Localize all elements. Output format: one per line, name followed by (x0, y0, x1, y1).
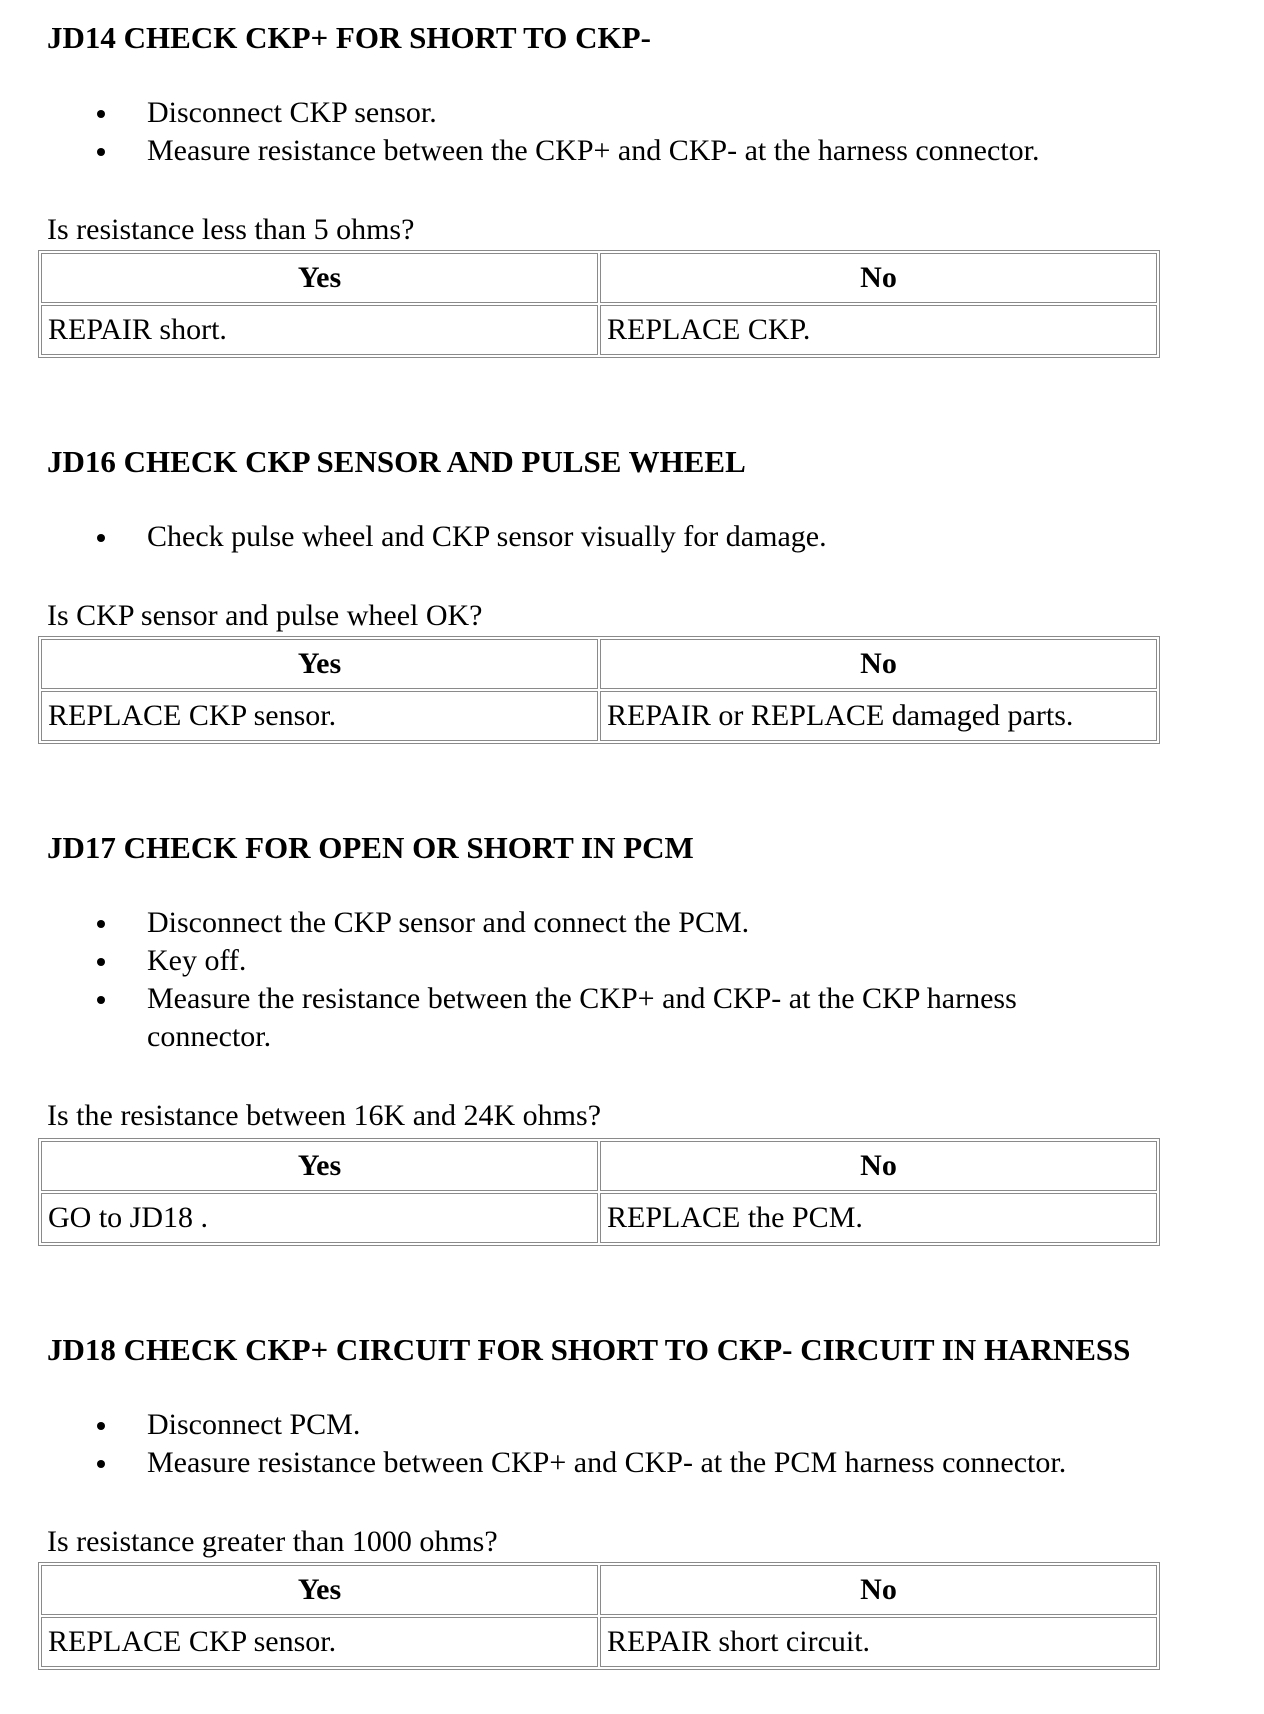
yes-action: GO to JD18 . (41, 1193, 598, 1243)
section-heading: JD14 CHECK CKP+ FOR SHORT TO CKP- (47, 20, 651, 55)
question-text: Is CKP sensor and pulse wheel OK? (47, 599, 483, 632)
yes-no-table (38, 250, 1160, 358)
section-heading: JD17 CHECK FOR OPEN OR SHORT IN PCM (47, 830, 694, 865)
yes-no-table (38, 1562, 1160, 1670)
section-heading: JD18 CHECK CKP+ CIRCUIT FOR SHORT TO CKP- CIRCUIT IN HARNESS (47, 1332, 1131, 1367)
yes-no-table (38, 636, 1160, 744)
bullet-list (0, 1406, 1147, 1482)
bullet-item: Measure the resistance between the CKP+ and CKP- at the CKP harness connector. (0, 980, 1147, 1056)
question-text: Is resistance greater than 1000 ohms? (47, 1525, 498, 1558)
no-action: REPAIR or REPLACE damaged parts. (600, 691, 1157, 741)
no-header: No (600, 1141, 1157, 1191)
bullet-item: Measure resistance between the CKP+ and CKP- at the harness connector. (0, 132, 1147, 170)
no-action: REPLACE the PCM. (600, 1193, 1157, 1243)
no-action: REPAIR short circuit. (600, 1617, 1157, 1667)
no-header: No (600, 1565, 1157, 1615)
bullet-item: Key off. (0, 942, 1147, 980)
yes-action: REPLACE CKP sensor. (41, 691, 598, 741)
bullet-item: Check pulse wheel and CKP sensor visually for damage. (0, 518, 1147, 556)
bullet-item: Disconnect CKP sensor. (0, 94, 1147, 132)
yes-action: REPLACE CKP sensor. (41, 1617, 598, 1667)
yes-header: Yes (41, 253, 598, 303)
no-header: No (600, 253, 1157, 303)
yes-action: REPAIR short. (41, 305, 598, 355)
yes-header: Yes (41, 1141, 598, 1191)
yes-header: Yes (41, 639, 598, 689)
bullet-item: Disconnect the CKP sensor and connect the PCM. (0, 904, 1147, 942)
question-text: Is the resistance between 16K and 24K ohms? (47, 1099, 602, 1132)
no-action: REPLACE CKP. (600, 305, 1157, 355)
bullet-list (0, 904, 1147, 1056)
yes-header: Yes (41, 1565, 598, 1615)
question-text: Is resistance less than 5 ohms? (47, 213, 415, 246)
bullet-item: Disconnect PCM. (0, 1406, 1147, 1444)
section-heading: JD16 CHECK CKP SENSOR AND PULSE WHEEL (47, 444, 746, 479)
bullet-list (0, 518, 1147, 556)
bullet-item: Measure resistance between CKP+ and CKP- at the PCM harness connector. (0, 1444, 1147, 1482)
no-header: No (600, 639, 1157, 689)
yes-no-table (38, 1138, 1160, 1246)
bullet-list (0, 94, 1147, 170)
